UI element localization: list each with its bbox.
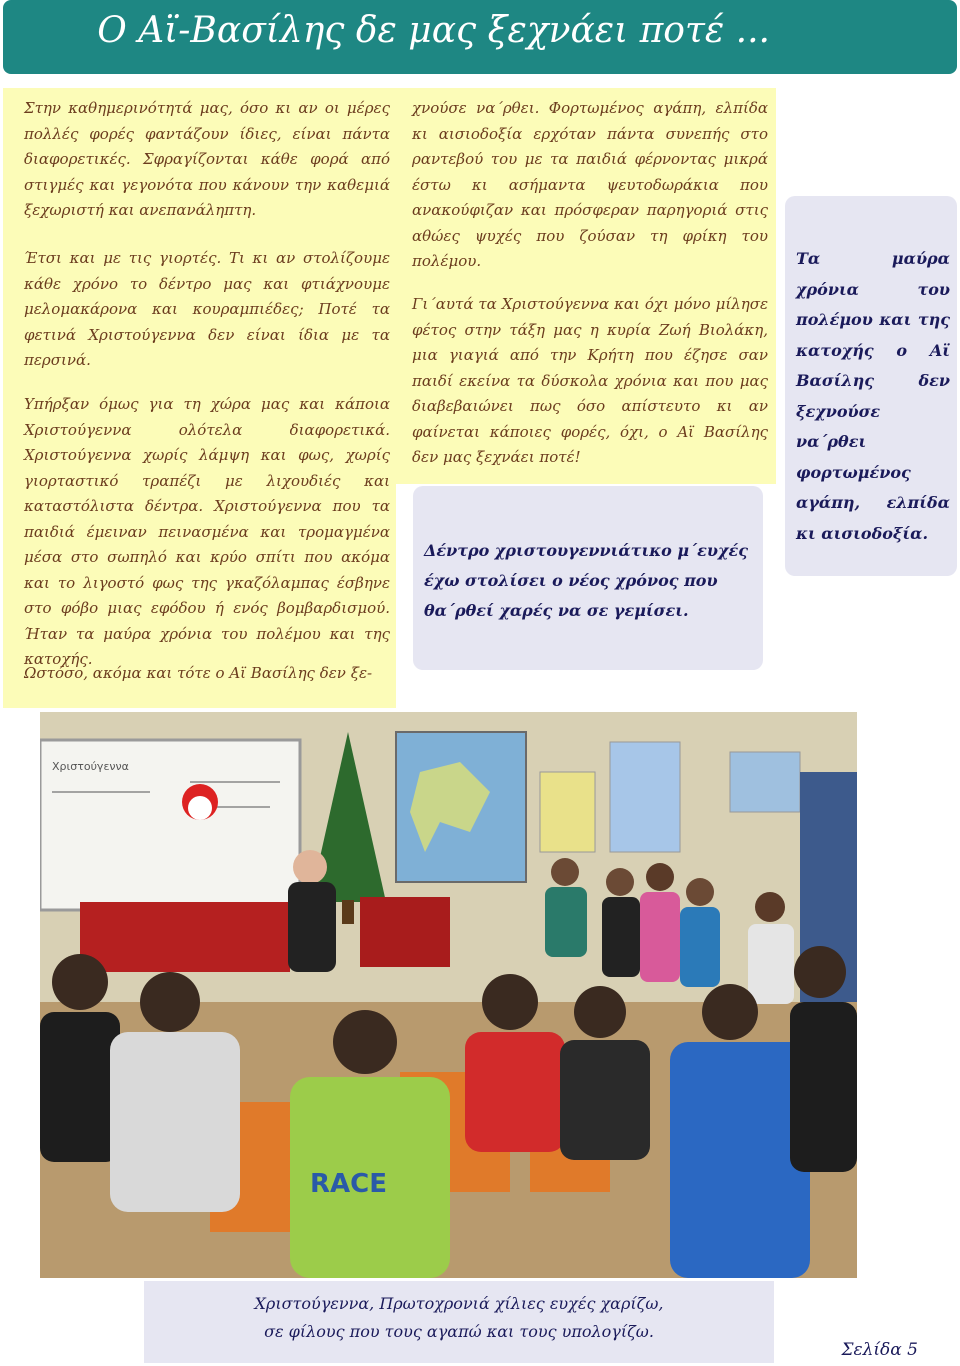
page-title: Ο Αϊ-Βασίλης δε μας ξεχνάει ποτέ ... <box>97 10 770 51</box>
classroom-photo <box>40 712 857 1278</box>
shirt-print: RACE <box>310 1169 387 1199</box>
article-paragraph-6: Γι΄αυτά τα Χριστούγεννα και όχι μόνο μίλησε φέτος στην τάξη μας η κυρία Ζωή Βιολάκη, μια γιαγιά από την Κρήτη που έζησε σαν παιδί εκείνα τα δύσκολα χρόνια και που μας διαβεβαιώνει πως όσο απίστευτο κι αν φαίνεται κάποιες φορές, όχι, ο Αϊ Βασίλης δεν μας ξεχνάει ποτέ! <box>412 295 768 466</box>
caption <box>144 1290 774 1346</box>
santa-beard <box>188 796 212 820</box>
article-paragraph-2: Έτσι και με τις γιορτές. Τι κι αν στολίζουμε κάθε χρόνο το δέντρο μας και φτιάχνουμε μελομακάρονα και κουραμπιέδες; Ποτέ τα φετινά Χριστούγεννα δεν είναι ίδια με τα περσινά. <box>24 249 390 369</box>
article-paragraph-1: Στην καθημερινότητά μας, όσο κι αν οι μέρες πολλές φορές φαντάζουν ίδιες, είναι πάντα διαφορετικές. Σφραγίζονται κάθε φορά από στιγμές και γεγονότα που κάνουν την καθεμιά ξεχωριστή και ανεπανάληπτη. <box>24 99 390 219</box>
whiteboard-writing: Χριστούγεννα <box>52 760 129 773</box>
wish-box-text: Δέντρο χριστουγεννιάτικο μ΄ευχές έχω στολίσει ο νέος χρόνος που θα΄ρθεί χαρές να σε γεμίσει. <box>424 541 748 620</box>
page-number: Σελίδα 5 <box>841 1340 918 1360</box>
speaker-head <box>293 850 327 884</box>
poster <box>730 752 800 812</box>
table-red-cloth <box>80 902 290 972</box>
article-paragraph-3: Υπήρξαν όμως για τη χώρα μας και κάποια Χριστούγεννα ολότελα διαφορετικά. Χριστούγεννα χωρίς λάμψη και φως, χωρίς γιορταστικό τραπέζι με λιχουδιές και καταστόλιστα δέντρα. Χριστούγεννα που τα παιδιά έμειναν πεινασμένα και τρομαγμένα μέσα στο σωπηλό και κρύο σπίτι που ακόμα και το λιγοστό φως της γκαζόλαμπας έσβηνε στο φόβο μιας εφόδου ή ενός βομβαρδισμού. Ήταν τα μαύρα χρόνια του πολέμου και της κατοχής. <box>24 395 390 668</box>
speaker-body <box>288 882 336 972</box>
classroom-photo-illustration <box>40 712 857 1278</box>
article-paragraph-4: Ωστόσο, ακόμα και τότε ο Αϊ Βασίλης δεν ξε- <box>24 664 373 682</box>
caption-line-2: σε φίλους που τους αγαπώ και τους υπολογίζω. <box>264 1322 654 1341</box>
poster <box>540 772 595 852</box>
pull-quote-text: Τα μαύρα χρόνια του πολέμου και της κατοχής ο Αϊ Βασίλης δεν ξεχνούσε να΄ρθει φορτωμένος αγάπη, ελπίδα κι αισιοδοξία. <box>796 249 950 543</box>
caption-line-1: Χριστούγεννα, Πρωτοχρονιά χίλιες ευχές χαρίζω, <box>254 1294 664 1313</box>
article-paragraph-5: χνούσε να΄ρθει. Φορτωμένος αγάπη, ελπίδα κι αισιοδοξία ερχόταν πάντα συνεπής στο ραντεβού του με τα παιδιά φέρνοντας μικρά έστω κι ασήμαντα ψευτοδωράκια που ανακούφιζαν και πρόσφεραν παρηγοριά στις αθώες ψυχές που ζούσαν τη φρίκη του πολέμου. <box>412 99 768 270</box>
poster <box>610 742 680 852</box>
table-red-cloth <box>360 897 450 967</box>
tree-trunk <box>342 900 354 924</box>
